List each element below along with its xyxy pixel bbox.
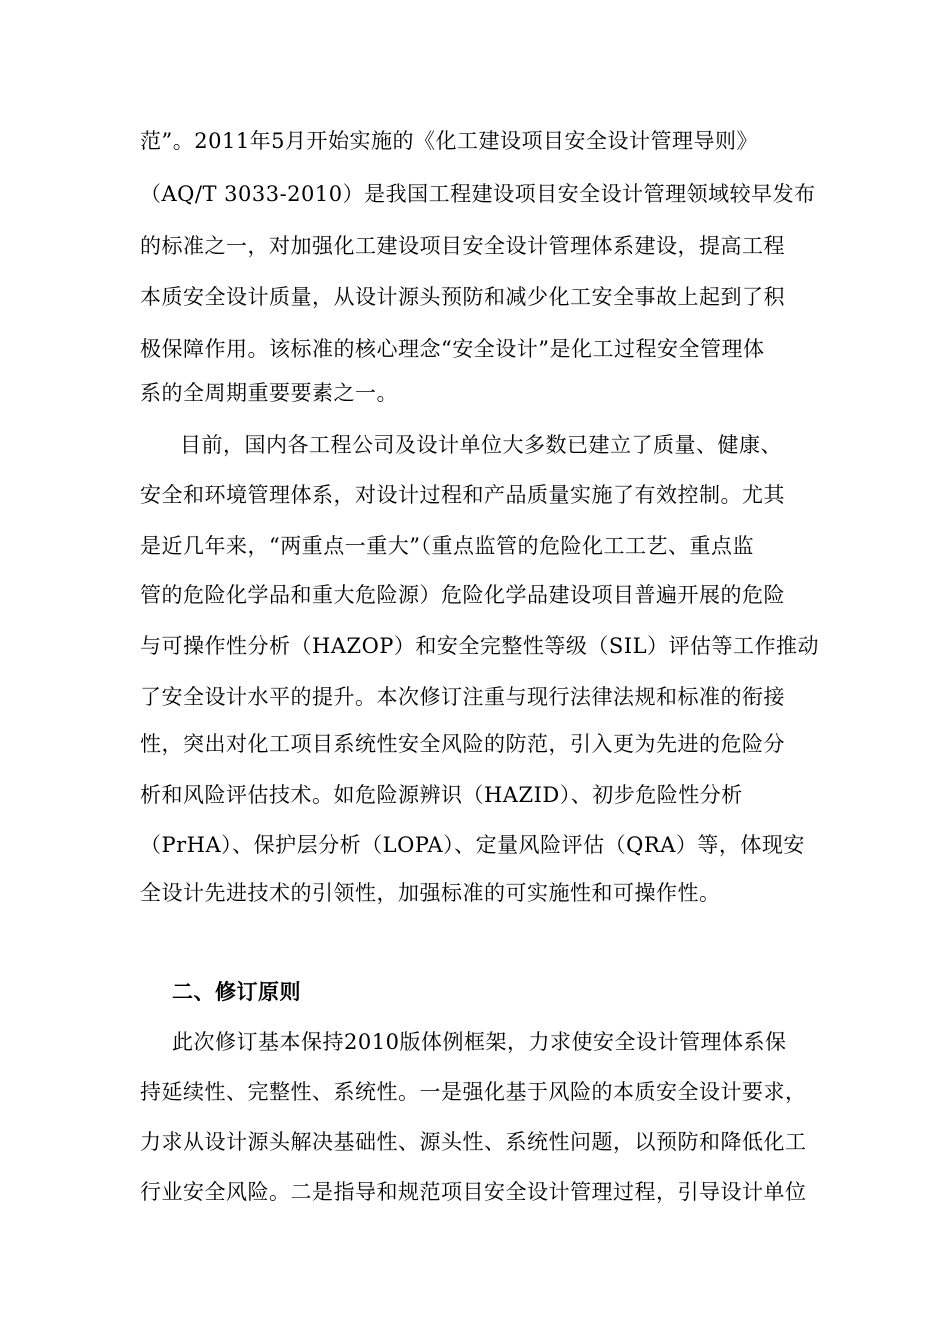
text-line: 管的危险化学品和重大危险源）危险化学品建设项目普遍开展的危险 (140, 583, 785, 607)
text-line: 极保障作用。该标准的核心理念“安全设计”是化工过程安全管理体 (140, 337, 765, 361)
text-line: 此次修订基本保持2010版体例框架，力求使安全设计管理体系保 (172, 1030, 787, 1054)
text-line: 目前，国内各工程公司及设计单位大多数已建立了质量、健康、 (180, 433, 782, 457)
section-heading: 二、修订原则 (172, 980, 301, 1004)
text-line: 力求从设计源头解决基础性、源头性、系统性问题，以预防和降低化工 (140, 1130, 807, 1154)
text-line: 持延续性、完整性、系统性。一是强化基于风险的本质安全设计要求， (140, 1080, 807, 1104)
text-line: 的标准之一，对加强化工建设项目安全设计管理体系建设，提高工程 (140, 234, 785, 258)
text-line: 系的全周期重要要素之一。 (140, 381, 398, 405)
text-line: 安全和环境管理体系，对设计过程和产品质量实施了有效控制。尤其 (140, 483, 785, 507)
text-line: 范”。2011年5月开始实施的《化工建设项目安全设计管理导则》 (140, 129, 759, 153)
text-line: （PrHA）、保护层分析（LOPA）、定量风险评估（QRA）等，体现安 (140, 833, 805, 857)
text-line: 性，突出对化工项目系统性安全风险的防范，引入更为先进的危险分 (140, 732, 785, 756)
text-line: 了安全设计水平的提升。本次修订注重与现行法律法规和标准的衔接 (140, 685, 785, 709)
text-line: 是近几年来，“两重点一重大”（重点监管的危险化工工艺、重点监 (140, 534, 754, 558)
text-line: 析和风险评估技术。如危险源辨识（HAZID）、初步危险性分析 (140, 783, 743, 807)
text-line: 行业安全风险。二是指导和规范项目安全设计管理过程，引导设计单位 (140, 1180, 807, 1204)
text-line: 与可操作性分析（HAZOP）和安全完整性等级（SIL）评估等工作推动 (140, 634, 820, 658)
text-line: （AQ/T 3033-2010）是我国工程建设项目安全设计管理领域较早发布 (140, 182, 816, 206)
text-line: 全设计先进技术的引领性，加强标准的可实施性和可操作性。 (140, 881, 721, 905)
text-line: 本质安全设计质量，从设计源头预防和减少化工安全事故上起到了积 (140, 285, 785, 309)
